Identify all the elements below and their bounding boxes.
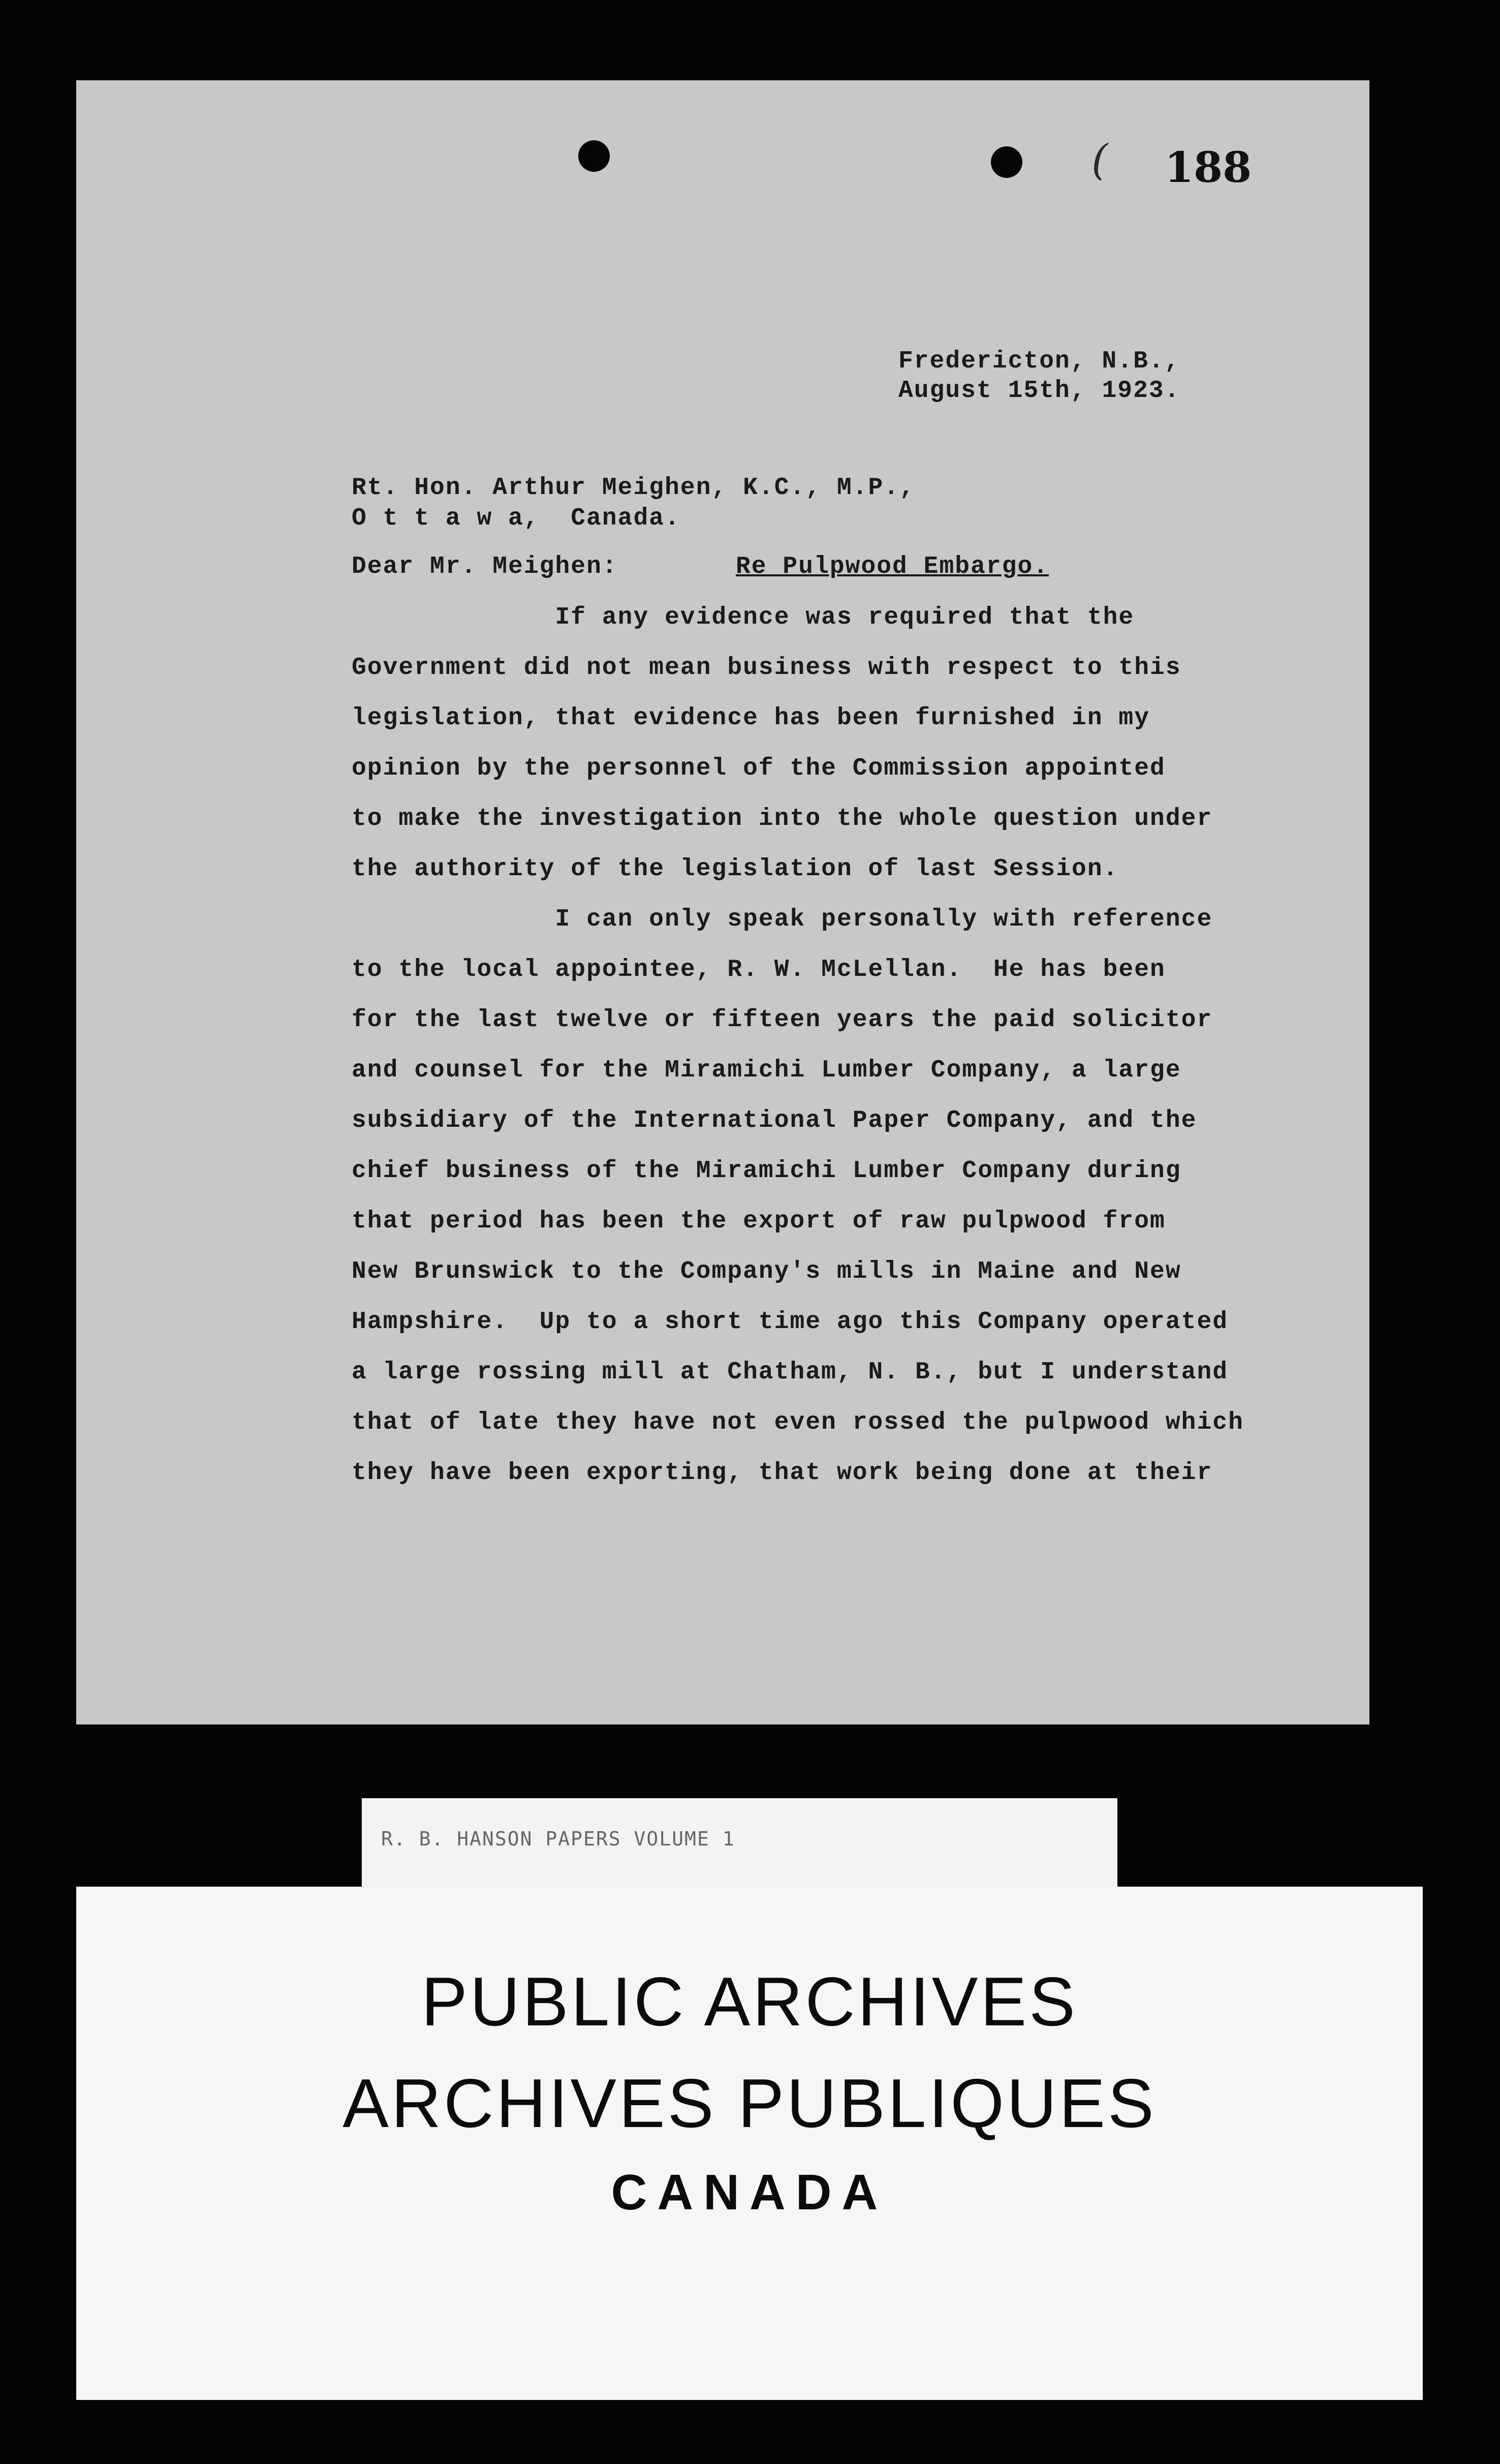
recipient-address [352, 473, 915, 534]
letter-page [76, 80, 1369, 1724]
body-line: subsidiary of the International Paper Company, and the [352, 1107, 1197, 1134]
banner-country: CANADA [611, 2164, 888, 2220]
body-line: for the last twelve or fifteen years the paid solicitor [352, 1006, 1213, 1034]
date-place: Fredericton, N.B., [898, 348, 1180, 375]
banner-french: ARCHIVES PUBLIQUES [342, 2065, 1157, 2142]
body-line: and counsel for the Miramichi Lumber Company, a large [352, 1057, 1181, 1084]
body-line: Government did not mean business with respect to this [352, 654, 1181, 682]
date-day: August 15th, 1923. [898, 377, 1180, 405]
body-line: chief business of the Miramichi Lumber Company during [352, 1157, 1181, 1185]
collection-tag [362, 1798, 1117, 1887]
letter-body [352, 593, 1244, 1498]
salutation: Dear Mr. Meighen: [352, 553, 618, 580]
body-line: that period has been the export of raw pulpwood from [352, 1208, 1166, 1235]
body-line: Hampshire. Up to a short time ago this Company operated [352, 1308, 1229, 1336]
body-line: to make the investigation into the whole question under [352, 805, 1213, 833]
letter-date [898, 347, 1180, 406]
body-line: New Brunswick to the Company's mills in Maine and New [352, 1258, 1181, 1285]
body-line: legislation, that evidence has been furnished in my [352, 704, 1150, 732]
banner-english: PUBLIC ARCHIVES [421, 1963, 1078, 2040]
collection-tag-text: R. B. HANSON PAPERS VOLUME 1 [381, 1828, 735, 1850]
page-number: 188 [1165, 143, 1252, 192]
punch-hole [578, 140, 610, 172]
body-line: to the local appointee, R. W. McLellan. He has been [352, 956, 1166, 983]
body-line: the authority of the legislation of last Session. [352, 855, 1119, 883]
subject-line: Re Pulpwood Embargo. [736, 553, 1049, 580]
body-line: a large rossing mill at Chatham, N. B., but I understand [352, 1359, 1229, 1386]
body-line: I can only speak personally with reference [352, 906, 1213, 933]
recipient-city: O t t a w a, Canada. [352, 505, 680, 532]
body-line: opinion by the personnel of the Commission appointed [352, 755, 1166, 782]
punch-hole [991, 146, 1022, 178]
archive-banner [76, 1887, 1423, 2400]
body-line: that of late they have not even rossed the pulpwood which [352, 1409, 1244, 1436]
body-line: they have been exporting, that work being done at their [352, 1459, 1213, 1487]
pencil-mark: ( [1091, 136, 1108, 184]
recipient-name: Rt. Hon. Arthur Meighen, K.C., M.P., [352, 474, 915, 502]
body-line: If any evidence was required that the [352, 604, 1135, 631]
